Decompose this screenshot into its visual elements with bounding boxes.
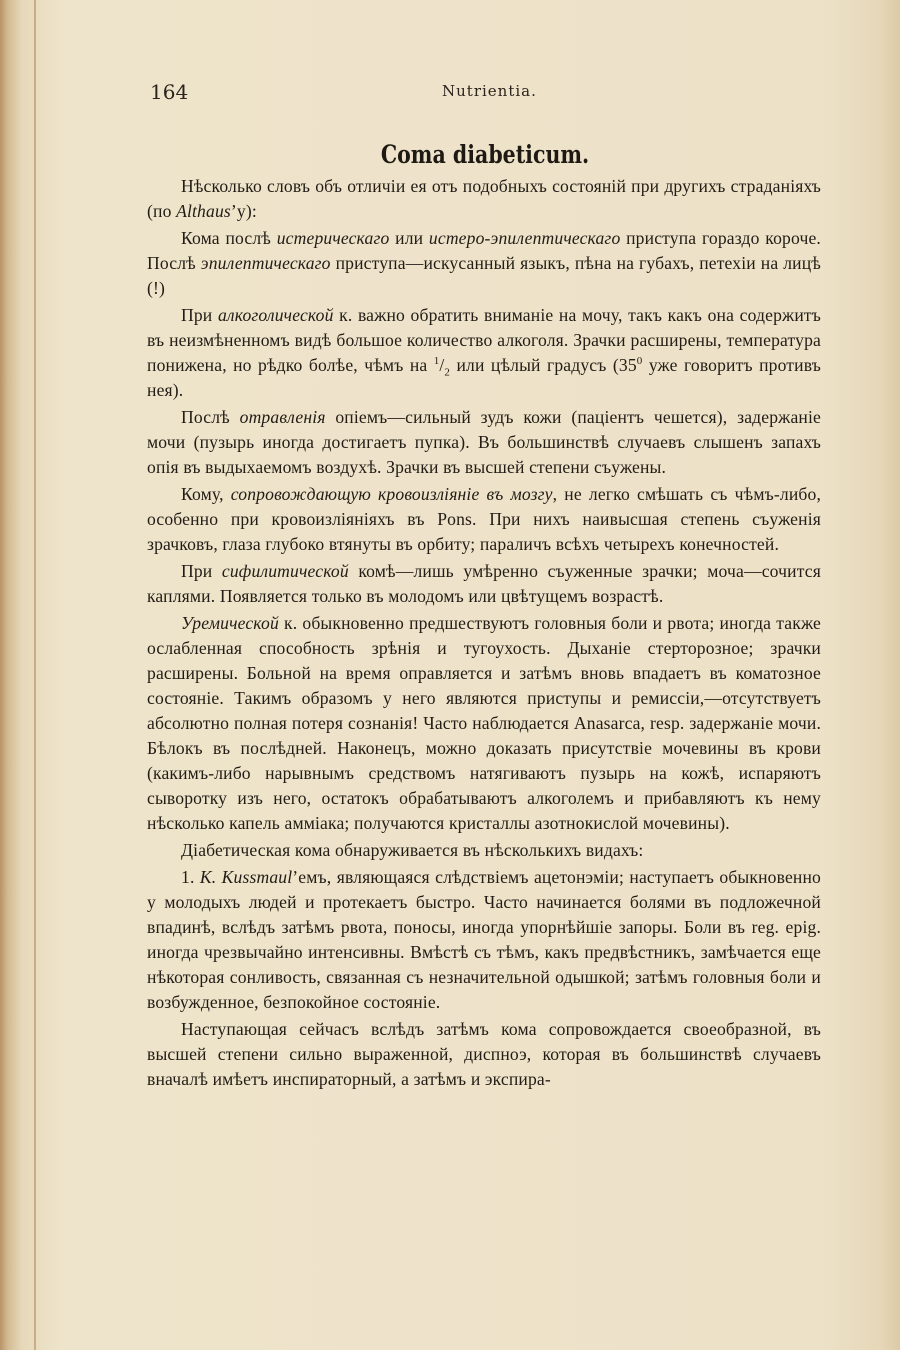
text-run: / — [439, 355, 445, 375]
text-run: Наступающая сейчасъ вслѣдъ затѣмъ кома сопровождается своеобразной, въ высшей степени сильно выраженной, диспноэ, которая въ большинствѣ случаевъ вначалѣ имѣетъ инспираторный, а затѣмъ и экспира- — [147, 1019, 821, 1089]
page-gutter-edge — [34, 0, 36, 1350]
text-run: опіемъ—сильный зудъ кожи (паціентъ чешется), задержаніе мочи (пузырь иногда достигаетъ пупка). Въ большинствѣ случаевъ слышенъ запахъ опія въ выдыхаемомъ воздухѣ. Зрачки въ высшей степени съужены. — [147, 407, 821, 477]
paragraph — [147, 405, 821, 480]
running-header — [150, 80, 790, 110]
paragraph — [147, 838, 821, 863]
text-run: приступа—искусанный языкъ, пѣна на губахъ, петехіи на лицѣ (!) — [147, 253, 821, 298]
text-run: Кому, — [181, 484, 231, 504]
section-title: Coma diabeticum. — [380, 140, 590, 169]
italic-run: отравленія — [239, 407, 326, 427]
body-text — [147, 174, 821, 1094]
text-run: комѣ—лишь умѣренно съуженные зрачки; моча—сочится каплями. Появляется только въ молодомъ или цвѣтущемъ возрастѣ. — [147, 561, 821, 606]
superscript: 0 — [636, 355, 643, 368]
text-run: , не легко смѣшать съ чѣмъ-либо, особенно при кровоизліяніяхъ въ Pons. При нихъ наивысшая степень съуженія зрачковъ, глаза глубоко втянуты въ орбиту; параличъ всѣхъ четырехъ конечностей. — [147, 484, 821, 554]
paragraph — [147, 559, 821, 609]
italic-run: K. Kussmaul — [199, 867, 293, 887]
text-run: к. обыкновенно предшествуютъ головныя боли и рвота; иногда также ослабленная способность зрѣнія и тугоухость. Дыханіе стерторозное; зрачки расширены. Больной на время оправляется и затѣмъ вновь впадаетъ въ коматозное состояніе. Такимъ образомъ у него являются приступы и ремиссіи,—отсутствуетъ абсолютно полная потеря сознанія! Часто наблюдается Anasarca, resp. задержаніе мочи. Бѣлокъ въ послѣдней. Наконецъ, можно доказать присутствіе мочевины въ крови (какимъ-либо нарывнымъ средствомъ натягиваютъ пузырь на кожѣ, испаряютъ сыворотку изъ него, остатокъ обрабатываютъ алкоголемъ и прибавляютъ къ нему нѣсколько капель амміака; получаются кристаллы азотнокислой мочевины). — [147, 613, 821, 833]
paragraph — [147, 482, 821, 557]
text-run: уже говоритъ противъ нея). — [147, 355, 821, 400]
italic-run: сопровождающую кровоизліяніе въ мозгу — [230, 484, 553, 504]
page-number: 164 — [150, 80, 189, 104]
italic-run: алкоголической — [217, 305, 334, 325]
paragraph — [147, 865, 821, 1015]
subscript: 2 — [444, 366, 451, 379]
running-title: Nutrientia. — [442, 82, 537, 100]
italic-run: эпилептическаго — [200, 253, 331, 273]
paragraph — [147, 226, 821, 301]
italic-run: Уремической — [181, 613, 279, 633]
italic-run: истерическаго — [276, 228, 390, 248]
paragraph — [147, 303, 821, 403]
text-run: приступа гораздо короче. Послѣ — [147, 228, 821, 273]
text-run: Нѣсколько словъ объ отличіи ея отъ подобныхъ состояній при другихъ страданіяхъ (по — [147, 176, 821, 221]
paragraph — [147, 611, 821, 836]
paragraph — [147, 1017, 821, 1092]
text-run: 1. — [181, 867, 200, 887]
superscript: 1 — [433, 355, 440, 368]
text-run: к. важно обратить вниманіе на мочу, такъ какъ она содержитъ въ неизмѣненномъ видѣ большое количество алкоголя. Зрачки расширены, температура понижена, но рѣдко болѣе, чѣмъ на — [147, 305, 821, 375]
text-run: Послѣ — [181, 407, 240, 427]
italic-run: Althaus — [176, 201, 231, 221]
text-run: При — [181, 305, 218, 325]
text-run: или цѣлый градусъ (35 — [450, 355, 637, 375]
text-run: ’емъ, являющаяся слѣдствіемъ ацетонэміи; наступаетъ обыкновенно у молодыхъ людей и протекаетъ быстро. Часто начинается болями въ подложечной впадинѣ, вслѣдъ затѣмъ рвота, поносы, иногда упорнѣйшіе запоры. Боли въ reg. epig. иногда чрезвычайно интенсивны. Вмѣстѣ съ тѣмъ, какъ предвѣстникъ, замѣчается еще нѣкоторая сонливость, связанная съ незначительной одышкой; затѣмъ головныя боли и возбужденное, безпокойное состояніе. — [147, 867, 821, 1012]
italic-run: истеро-эпилептическаго — [428, 228, 621, 248]
text-run: Діабетическая кома обнаруживается въ нѣсколькихъ видахъ: — [181, 840, 644, 860]
text-run: ’у): — [230, 201, 257, 221]
text-run: При — [181, 561, 222, 581]
italic-run: сифилитической — [221, 561, 349, 581]
paragraph — [147, 174, 821, 224]
text-run: или — [389, 228, 429, 248]
text-run: Кома послѣ — [181, 228, 277, 248]
